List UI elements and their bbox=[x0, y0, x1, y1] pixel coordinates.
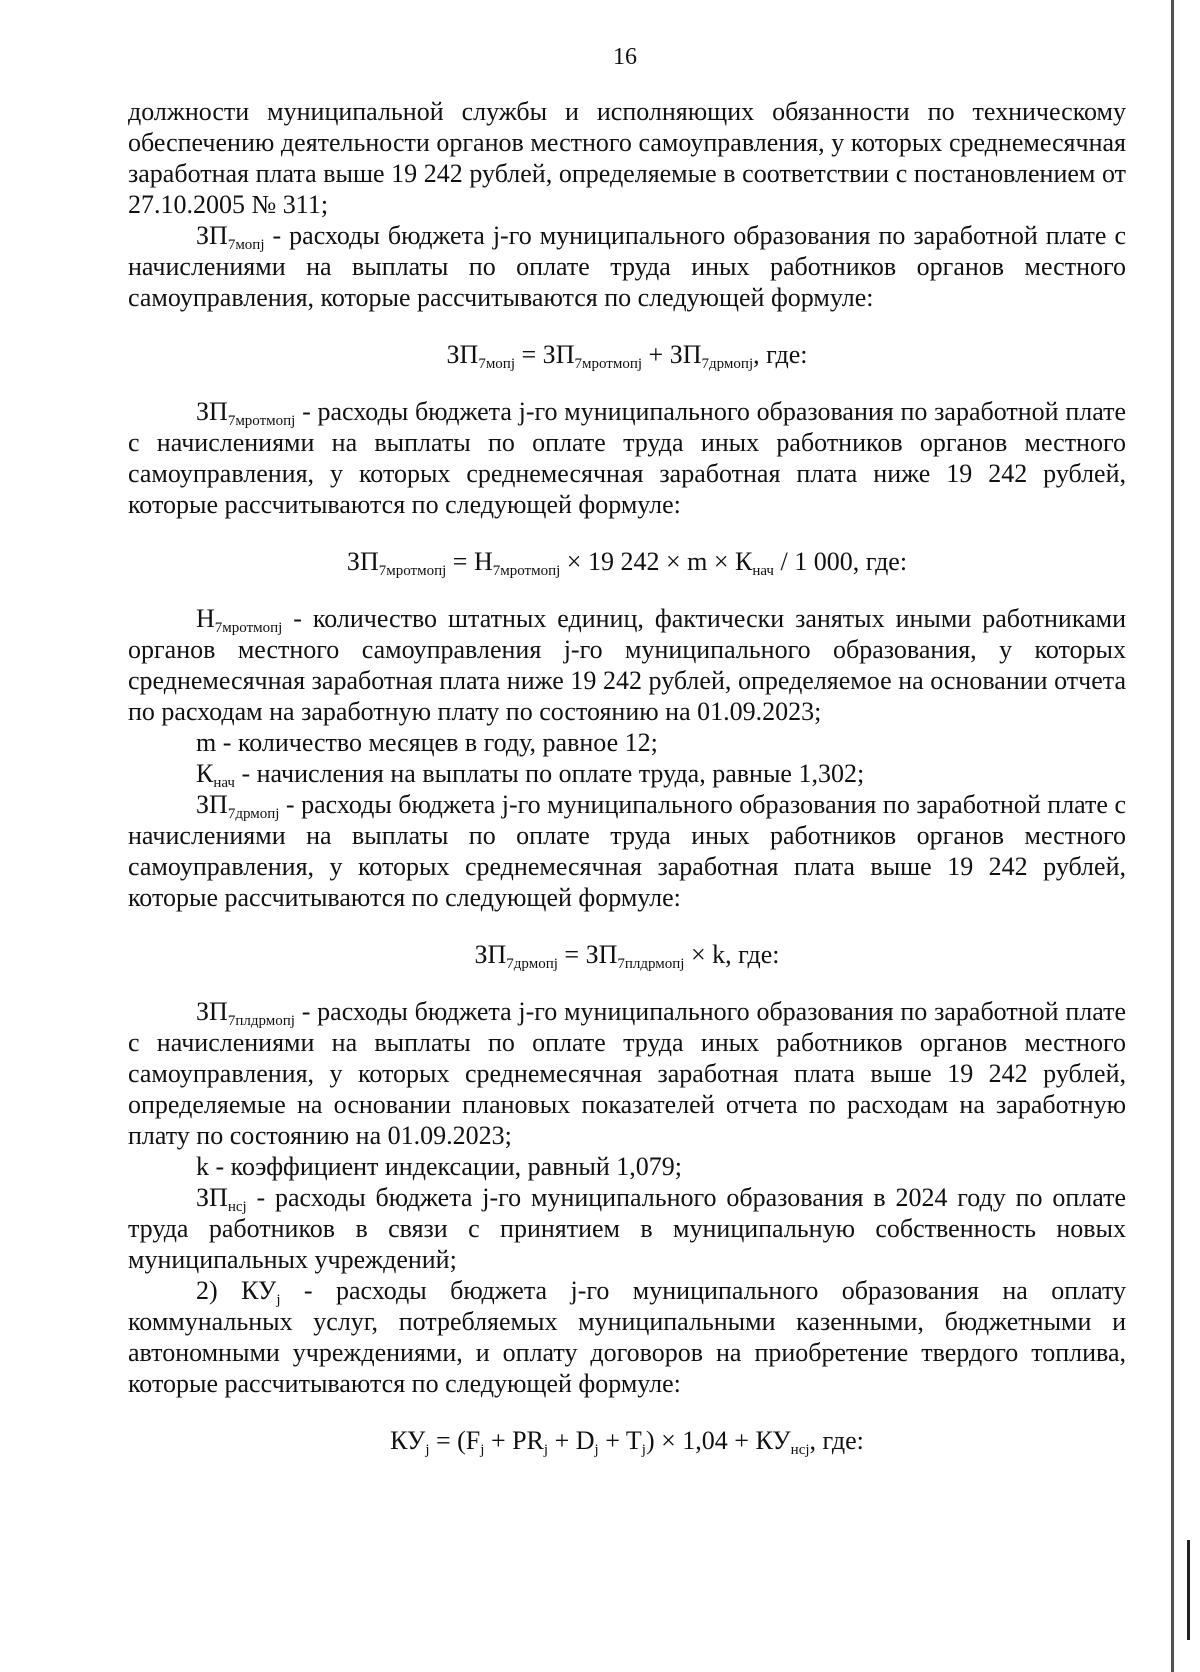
formula-operator: = bbox=[446, 547, 474, 576]
formula-subscript: j bbox=[543, 1442, 549, 1458]
symbol-subscript: 7мротмопj bbox=[214, 620, 283, 636]
symbol-subscript: нач bbox=[213, 775, 235, 791]
formula-term: + D bbox=[548, 1426, 595, 1455]
symbol: ЗП bbox=[196, 790, 228, 819]
formula-operator: = bbox=[557, 940, 586, 969]
formula-term: ЗП bbox=[474, 940, 507, 969]
symbol-subscript: 7мротмопj bbox=[227, 413, 296, 429]
definition-text: - количество штатных единиц, фактически занятых иными работниками органов местного самоуправления j-го муниципального образования, у которых среднемесячная заработная плата ниже 19 242 рублей, определяемое на основании отчета по расходам на заработную плату по состоянию на 01.09.2023; bbox=[128, 604, 1126, 726]
symbol-subscript: 7мопj bbox=[227, 237, 265, 253]
formula-term: КУ bbox=[390, 1426, 426, 1455]
definition-text: - начисления на выплаты по оплате труда, равные 1,302; bbox=[234, 759, 865, 788]
formula-tail: × k, где: bbox=[684, 940, 780, 969]
formula-subscript: 7дрмопj bbox=[506, 956, 558, 972]
formula-subscript: j bbox=[425, 1442, 430, 1458]
formula-subscript: нач bbox=[752, 563, 774, 579]
formula-operator: + bbox=[642, 340, 670, 369]
symbol-subscript: нсj bbox=[227, 1199, 247, 1215]
symbol: ЗП bbox=[196, 221, 228, 250]
paragraph-intro: должности муниципальной службы и исполняющих обязанности по техническому обеспечению деятельности органов местного самоуправления, у которых среднемесячная заработная плата выше 19 242 рублей, определяемые в соответствии с постановлением от 27.10.2005 № 311; bbox=[128, 97, 1126, 219]
formula-subscript: 7дрмопj bbox=[701, 356, 754, 372]
symbol: К bbox=[196, 759, 214, 788]
symbol-subscript: j bbox=[276, 1292, 281, 1308]
formula-term: + PR bbox=[484, 1426, 544, 1455]
paragraph-m-def: m - количество месяцев в году, равное 12; bbox=[196, 728, 658, 757]
formula-tail: , где: bbox=[809, 1426, 864, 1455]
definition-text: - расходы бюджета j-го муниципального образования по заработной плате с начислениями на выплаты по оплате труда иных работников органов местного самоуправления, у которых среднемесячная заработная плата ниже 19 242 рублей, которые рассчитываются по следующей формуле: bbox=[128, 397, 1126, 519]
definition-text: - расходы бюджета j-го муниципального образования по заработной плате с начислениями на выплаты по оплате труда иных работников органов местного самоуправления, у которых среднемесячная заработная плата выше 19 242 рублей, определяемые на основании плановых показателей отчета по расходам на заработную плату по состоянию на 01.09.2023; bbox=[128, 997, 1126, 1150]
paragraph-zp7mrot bbox=[128, 396, 1126, 520]
definition-text: - расходы бюджета j-го муниципального образования на оплату коммунальных услуг, потребляемых муниципальными казенными, бюджетными и автономными учреждениями, и оплату договоров на приобретение твердого топлива, которые рассчитываются по следующей формуле: bbox=[128, 1276, 1126, 1398]
formula-term: ЗП bbox=[669, 340, 702, 369]
formula-operator: × 19 242 × m × bbox=[560, 547, 735, 576]
formula-subscript: нсj bbox=[790, 1442, 810, 1458]
symbol: ЗП bbox=[196, 1183, 228, 1212]
formula-zp7dr bbox=[128, 939, 1126, 970]
paragraph-k-def: k - коэффициент индексации, равный 1,079; bbox=[196, 1152, 682, 1181]
formula-zp7monj bbox=[128, 339, 1126, 370]
formula-term: ЗП bbox=[585, 940, 618, 969]
symbol: 2) КУ bbox=[196, 1276, 277, 1305]
formula-tail: / 1 000, где: bbox=[773, 547, 908, 576]
formula-term: ) × 1,04 + КУ bbox=[645, 1426, 791, 1455]
definition-text: - расходы бюджета j-го муниципального образования по заработной плате с начислениями на выплаты по оплате труда иных работников органов местного самоуправления, которые рассчитываются по следующей формуле: bbox=[128, 221, 1126, 312]
formula-tail: , где: bbox=[753, 340, 808, 369]
formula-term: Н bbox=[473, 547, 493, 576]
formula-term: К bbox=[735, 547, 753, 576]
formula-zp7mrot bbox=[128, 546, 1126, 577]
formula-term: ЗП bbox=[542, 340, 575, 369]
formula-subscript: j bbox=[594, 1442, 599, 1458]
symbol: Н bbox=[196, 604, 215, 633]
symbol: ЗП bbox=[196, 997, 228, 1026]
paragraph-zp7monj bbox=[128, 220, 1126, 313]
formula-term: ЗП bbox=[346, 547, 379, 576]
symbol-subscript: 7плдрмопj bbox=[227, 1013, 295, 1029]
formula-subscript: 7плдрмопj bbox=[617, 956, 685, 972]
document-body bbox=[128, 96, 1126, 1482]
formula-operator: = bbox=[515, 340, 543, 369]
symbol-subscript: 7дрмопj bbox=[227, 806, 280, 822]
paragraph-zpnsj bbox=[128, 1182, 1126, 1275]
formula-term: ЗП bbox=[446, 340, 479, 369]
page-number: 16 bbox=[613, 44, 637, 70]
definition-text: - расходы бюджета j-го муниципального образования в 2024 году по оплате труда работников в связи с принятием в муниципальную собственность новых муниципальных учреждений; bbox=[128, 1183, 1126, 1274]
formula-subscript: 7мротмопj bbox=[492, 563, 561, 579]
paragraph-zp7pldr bbox=[128, 996, 1126, 1151]
formula-subscript: 7мротмопj bbox=[378, 563, 447, 579]
formula-term: = (F bbox=[429, 1426, 481, 1455]
paragraph-knach bbox=[128, 758, 1126, 789]
formula-subscript: j bbox=[641, 1442, 646, 1458]
paragraph-zp7dr bbox=[128, 789, 1126, 913]
paragraph-n7mrot bbox=[128, 603, 1126, 727]
formula-kuj bbox=[128, 1425, 1126, 1456]
scan-edge-line bbox=[1171, 0, 1174, 1672]
formula-subscript: j bbox=[480, 1442, 485, 1458]
scan-edge-mark bbox=[1187, 1540, 1190, 1640]
formula-term: + T bbox=[598, 1426, 642, 1455]
paragraph-kuj bbox=[128, 1275, 1126, 1399]
formula-subscript: 7мопj bbox=[478, 356, 515, 372]
symbol: ЗП bbox=[196, 397, 228, 426]
formula-subscript: 7мротмопj bbox=[574, 356, 643, 372]
definition-text: - расходы бюджета j-го муниципального образования по заработной плате с начислениями на выплаты по оплате труда иных работников органов местного самоуправления, у которых среднемесячная заработная плата выше 19 242 рублей, которые рассчитываются по следующей формуле: bbox=[128, 790, 1126, 912]
